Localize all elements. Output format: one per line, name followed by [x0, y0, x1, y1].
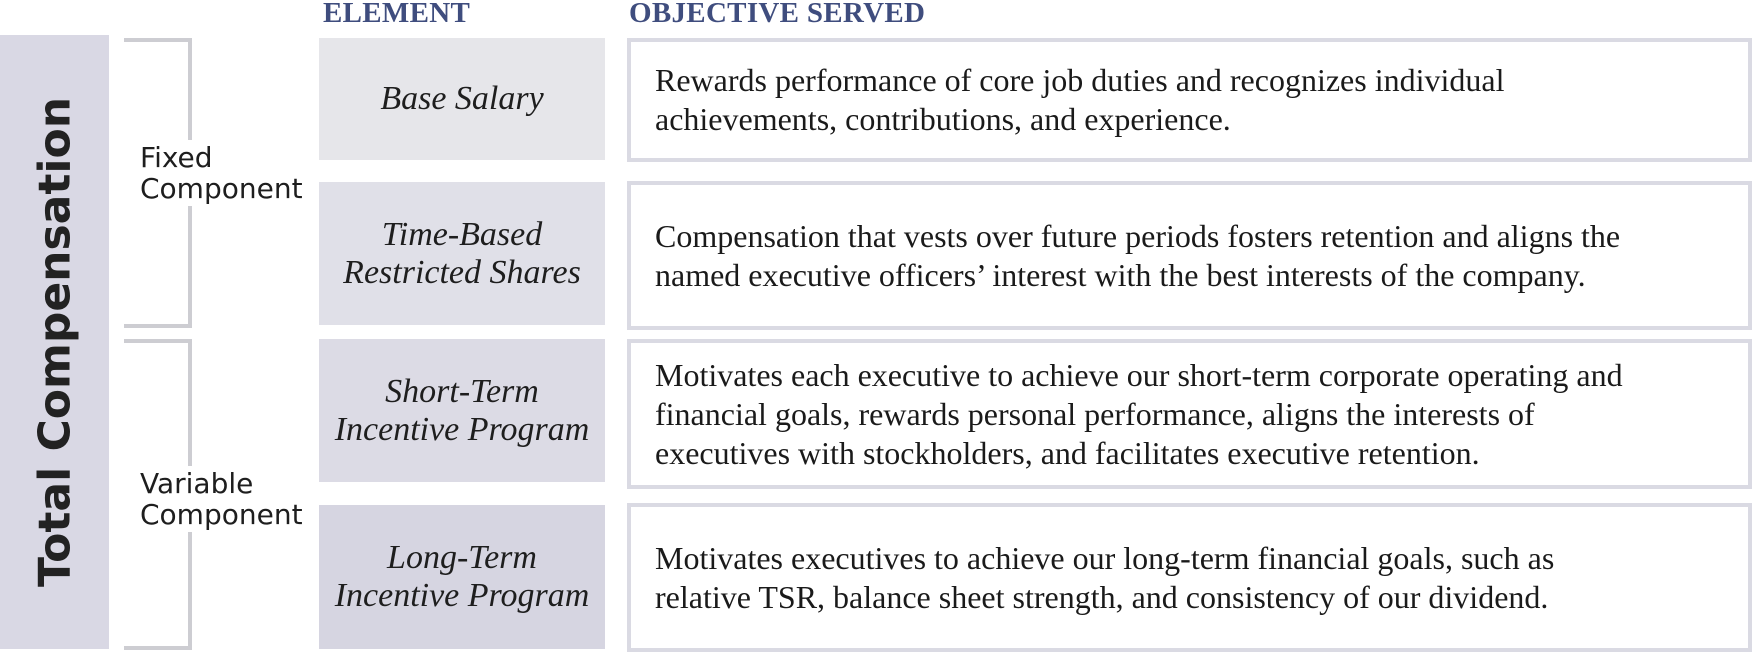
element-line: Incentive Program	[334, 577, 590, 614]
element-line: Base Salary	[380, 80, 544, 117]
element-cell-long-term-incentive-program	[319, 505, 605, 649]
variable-component-label-line: Component	[140, 498, 303, 531]
element-line: Restricted Shares	[343, 253, 581, 291]
element-line: Incentive Program	[334, 410, 590, 448]
variable-component-label-line: Variable	[140, 467, 254, 500]
objective-line: financial goals, rewards personal performance, aligns the interests of	[655, 395, 1535, 432]
element-column-header: ELEMENT	[323, 0, 471, 29]
objective-cell-time-based-restricted-shares	[627, 181, 1752, 330]
fixed-component-label-line: Component	[140, 172, 303, 205]
objective-line: relative TSR, balance sheet strength, and consistency of our dividend.	[655, 578, 1549, 615]
element-line: Short-Term	[385, 372, 539, 410]
objective-cell-base-salary	[627, 38, 1752, 162]
fixed-component-label	[136, 140, 307, 206]
total-compensation-label: Total Compensation	[29, 96, 80, 588]
element-cell-short-term-incentive-program	[319, 339, 605, 482]
objective-line: Motivates executives to achieve our long-term financial goals, such as	[655, 539, 1555, 576]
objective-cell-long-term-incentive-program	[627, 503, 1752, 652]
objective-cell-short-term-incentive-program	[627, 339, 1752, 489]
objective-line: achievements, contributions, and experience.	[655, 101, 1231, 137]
element-line: Time-Based	[381, 215, 543, 253]
objective-line: Compensation that vests over future periods fosters retention and aligns the	[655, 217, 1621, 254]
objective-line: executives with stockholders, and facilitates executive retention.	[655, 434, 1480, 471]
objective-line: Motivates each executive to achieve our short-term corporate operating and	[655, 356, 1623, 393]
element-cell-time-based-restricted-shares	[319, 182, 605, 325]
objective-line: Rewards performance of core job duties and recognizes individual	[655, 62, 1505, 98]
objective-column-header: OBJECTIVE SERVED	[629, 0, 926, 29]
total-compensation-bar	[0, 35, 109, 649]
objective-line: named executive officers’ interest with the best interests of the company.	[655, 256, 1586, 293]
fixed-component-label-line: Fixed	[140, 141, 213, 174]
element-cell-base-salary	[319, 38, 605, 160]
variable-component-label	[136, 466, 307, 532]
element-line: Long-Term	[387, 539, 537, 576]
